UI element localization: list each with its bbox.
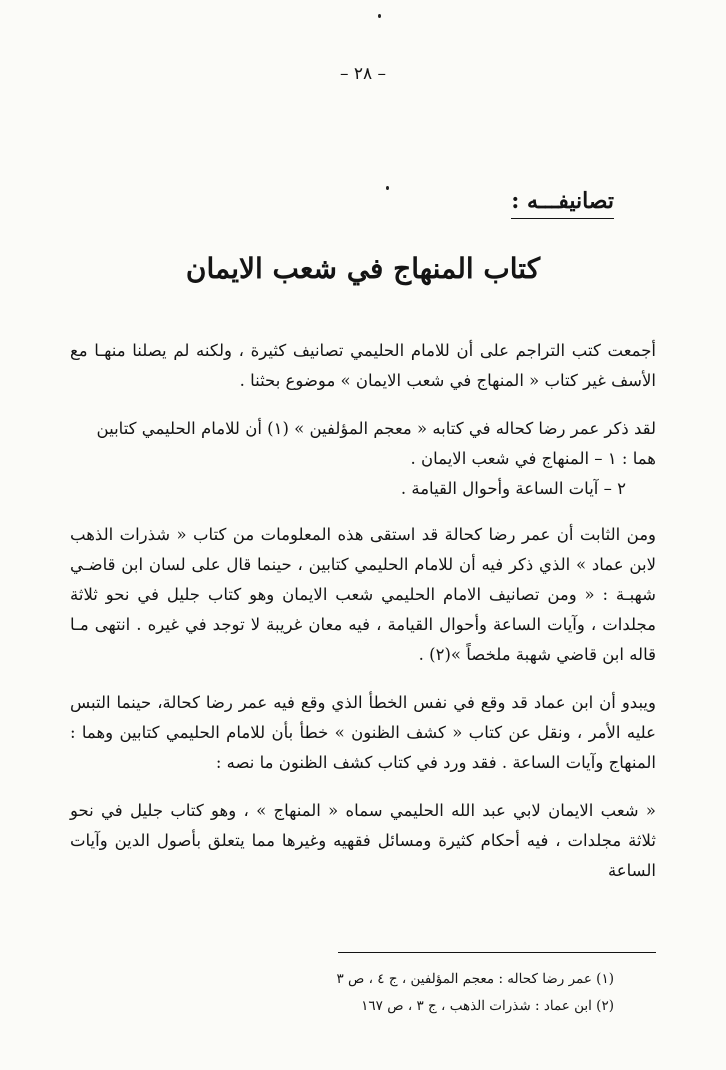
section-heading: تصانيفـــه : xyxy=(511,188,614,219)
book-title: كتاب المنهاج في شعب الايمان xyxy=(185,252,541,285)
paragraph: لقد ذكر عمر رضا كحاله في كتابه « معجم المؤلفين » (١) أن للامام الحليمي كتابين xyxy=(96,419,656,438)
page-number: – ٢٨ – xyxy=(339,64,387,84)
ink-speck xyxy=(378,14,381,18)
footnote: (١) عمر رضا كحاله : معجم المؤلفين ، ج ٤ ، ص ٣ xyxy=(336,971,614,987)
paragraph: « شعب الايمان لابي عبد الله الحليمي سماه « المنهاج » ، وهو كتاب جليل في نحو ثلاثة مجلدات ، فيه أحكام كثيرة ومسائل فقهيه وغيرها مما يتعلق بأصول الدين وآيات الساعة xyxy=(70,801,656,880)
paragraph-with-list xyxy=(70,414,656,504)
ink-speck xyxy=(386,186,389,190)
footnotes xyxy=(114,966,614,1020)
paragraph: ويبدو أن ابن عماد قد وقع في نفس الخطأ الذي وقع فيه عمر رضا كحالة، حينما التبس عليه الأمر ، ونقل عن كتاب « كشف الظنون » خطأ بأن للامام الحليمي كتابين وهما : المنهاج وآيات الساعة . فقد ورد في كتاب كشف الظنون ما نصه : xyxy=(70,693,656,772)
footnote: (٢) ابن عماد : شذرات الذهب ، ج ٣ ، ص ١٦٧ xyxy=(361,998,614,1014)
footnote-divider xyxy=(338,952,656,953)
body-text xyxy=(70,336,656,904)
list-item: هما : ١ – المنهاج في شعب الايمان . xyxy=(410,449,656,468)
list-item: ٢ – آيات الساعة وأحوال القيامة . xyxy=(400,479,626,498)
paragraph: ومن الثابت أن عمر رضا كحالة قد استقى هذه المعلومات من كتاب « شذرات الذهب لابن عماد » الذي ذكر فيه أن للامام الحليمي كتابين ، حينما قال على لسان ابن قاضـي شهبـة : « ومن تصانيف الامام الحليمي شعب الايمان وهو كتاب جليل في نحو ثلاثة مجلدات ، وآيات الساعة وأحوال القيامة ، فيه معان غريبة لا توجد في غيره . انتهى مـا قاله ابن قاضي شهبة ملخصاً »(٢) . xyxy=(70,525,656,664)
paragraph: أجمعت كتب التراجم على أن للامام الحليمي تصانيف كثيرة ، ولكنه لم يصلنا منهـا مع الأسف غير كتاب « المنهاج في شعب الايمان » موضوع بحثنا . xyxy=(70,341,656,390)
